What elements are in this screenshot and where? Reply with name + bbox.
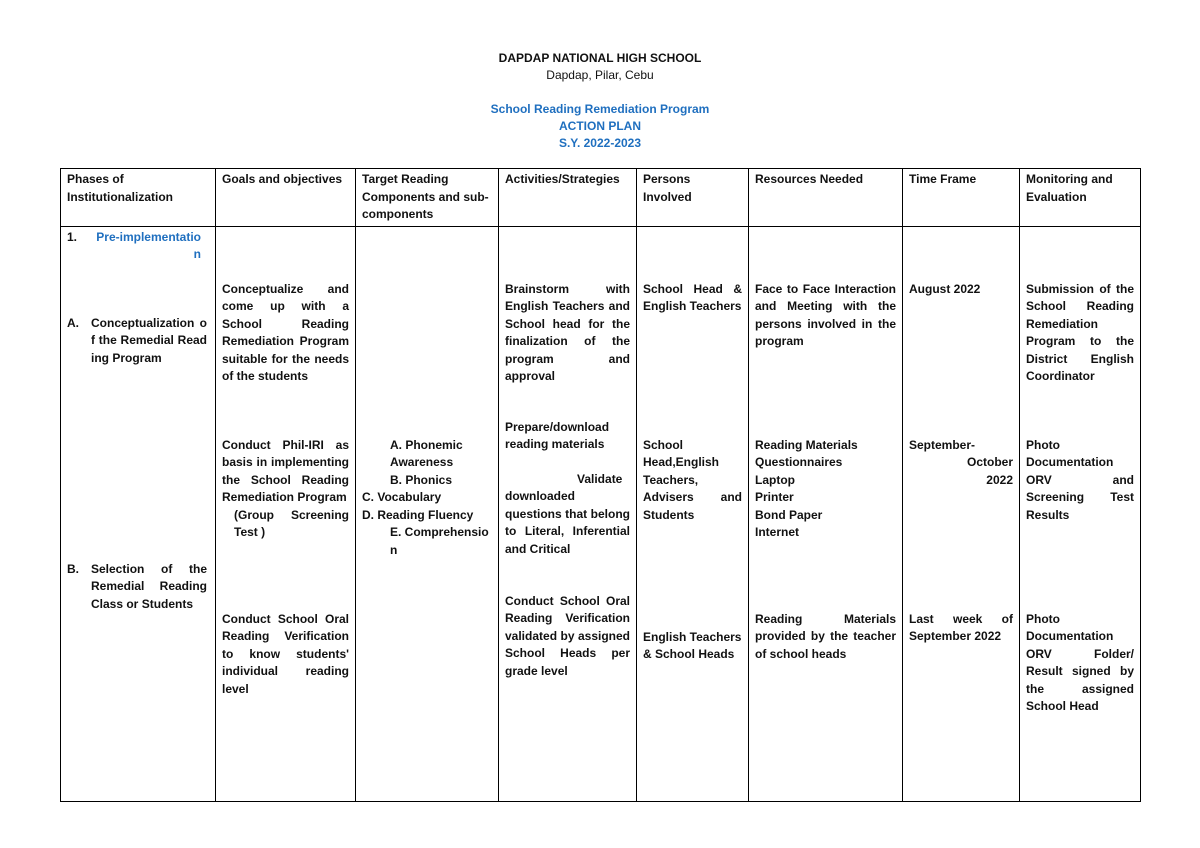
resource-item: Internet xyxy=(755,525,800,539)
action-plan-table xyxy=(60,168,1141,802)
target-item: A. Phonemic Awareness xyxy=(390,437,463,469)
school-address: Dapdap, Pilar, Cebu xyxy=(546,68,654,82)
target-item: E. Comprehension xyxy=(390,525,489,557)
time-2 xyxy=(909,437,1013,490)
resource-item: Printer xyxy=(755,490,794,504)
table-row xyxy=(61,226,1141,801)
col-header-phases: Phases of Institutionalization xyxy=(61,169,216,227)
phases-cell xyxy=(61,226,216,801)
time-2-line: October xyxy=(966,455,1013,469)
monitoring-2: Photo Documentation ORV and Screening Test Results xyxy=(1026,437,1134,522)
goals-cell xyxy=(216,226,356,801)
col-header-monitoring: Monitoring and Evaluation xyxy=(1020,169,1141,227)
col-header-target: Target Reading Components and sub-components xyxy=(356,169,499,227)
program-title: School Reading Remediation Program xyxy=(490,102,710,116)
col-header-time: Time Frame xyxy=(903,169,1020,227)
goal-1: Conceptualize and come up with a School Reading Remediation Program suitable for the needs of the students xyxy=(222,281,349,383)
resources-1: Face to Face Interaction and Meeting with the persons involved in the program xyxy=(755,281,896,348)
persons-cell xyxy=(637,226,749,801)
col-header-persons: Persons Involved xyxy=(637,169,749,227)
goal-2: Conduct Phil-IRI as basis in implementing the School Reading Remediation Program xyxy=(222,437,349,504)
col-header-goals: Goals and objectives xyxy=(216,169,356,227)
persons-3: English Teachers & School Heads xyxy=(643,629,742,661)
target-item: C. Vocabulary xyxy=(362,490,442,504)
col-header-activities: Activities/Strategies xyxy=(499,169,637,227)
target-item: D. Reading Fluency xyxy=(362,507,474,522)
time-3: Last week of September 2022 xyxy=(909,611,1013,643)
phase-a-letter: A. xyxy=(67,315,79,330)
school-year: S.Y. 2022-2023 xyxy=(558,136,642,150)
phase-pre-implementation: Pre-implementation xyxy=(96,229,201,261)
resource-item: Bond Paper xyxy=(755,507,823,522)
resource-item: Questionnaires xyxy=(755,455,843,469)
target-cell xyxy=(356,226,499,801)
time-1: August 2022 xyxy=(909,281,981,296)
time-cell xyxy=(903,226,1020,801)
school-name: DAPDAP NATIONAL HIGH SCHOOL xyxy=(498,51,702,65)
monitoring-cell xyxy=(1020,226,1141,801)
resource-item: Laptop xyxy=(755,472,795,487)
phase-b-text: Selection of the Remedial Reading Class or Students xyxy=(91,561,207,611)
phase-a-text: Conceptualization of the Remedial Reading Program xyxy=(91,315,207,365)
activity-3: Conduct School Oral Reading Verification validated by assigned School Heads per grade level xyxy=(505,593,630,678)
goal-2-note: (Group Screening Test ) xyxy=(234,507,349,539)
phase-number: 1. xyxy=(67,229,78,244)
resource-item: Reading Materials xyxy=(755,437,858,452)
monitoring-1: Submission of the School Reading Remediation Program to the District English Coordinator xyxy=(1026,281,1134,383)
col-header-resources: Resources Needed xyxy=(749,169,903,227)
phase-b-letter: B. xyxy=(67,561,79,576)
activity-2: Prepare/download reading materials xyxy=(505,419,610,451)
document-title: ACTION PLAN xyxy=(559,119,641,133)
time-2-line: September- xyxy=(909,437,976,452)
time-2-line: 2022 xyxy=(986,472,1013,487)
resources-cell xyxy=(749,226,903,801)
activity-1: Brainstorm with English Teachers and School head for the finalization of the program and approval xyxy=(505,281,630,383)
activities-cell xyxy=(499,226,637,801)
target-components-list xyxy=(362,437,492,560)
resources-3: Reading Materials provided by the teacher of school heads xyxy=(755,611,896,661)
resources-2-list xyxy=(755,437,896,542)
persons-2: School Head,English Teachers, Advisers and Students xyxy=(643,437,742,522)
table-header-row xyxy=(61,169,1141,227)
goal-3: Conduct School Oral Reading Verification to know students' individual reading level xyxy=(222,611,349,696)
monitoring-3: Photo Documentation ORV Folder/ Result signed by the assigned School Head xyxy=(1026,611,1134,713)
target-item: B. Phonics xyxy=(390,472,453,487)
activity-2b: Validate downloaded questions that belong to Literal, Inferential and Critical xyxy=(505,471,630,556)
persons-1: School Head & English Teachers xyxy=(643,281,742,313)
